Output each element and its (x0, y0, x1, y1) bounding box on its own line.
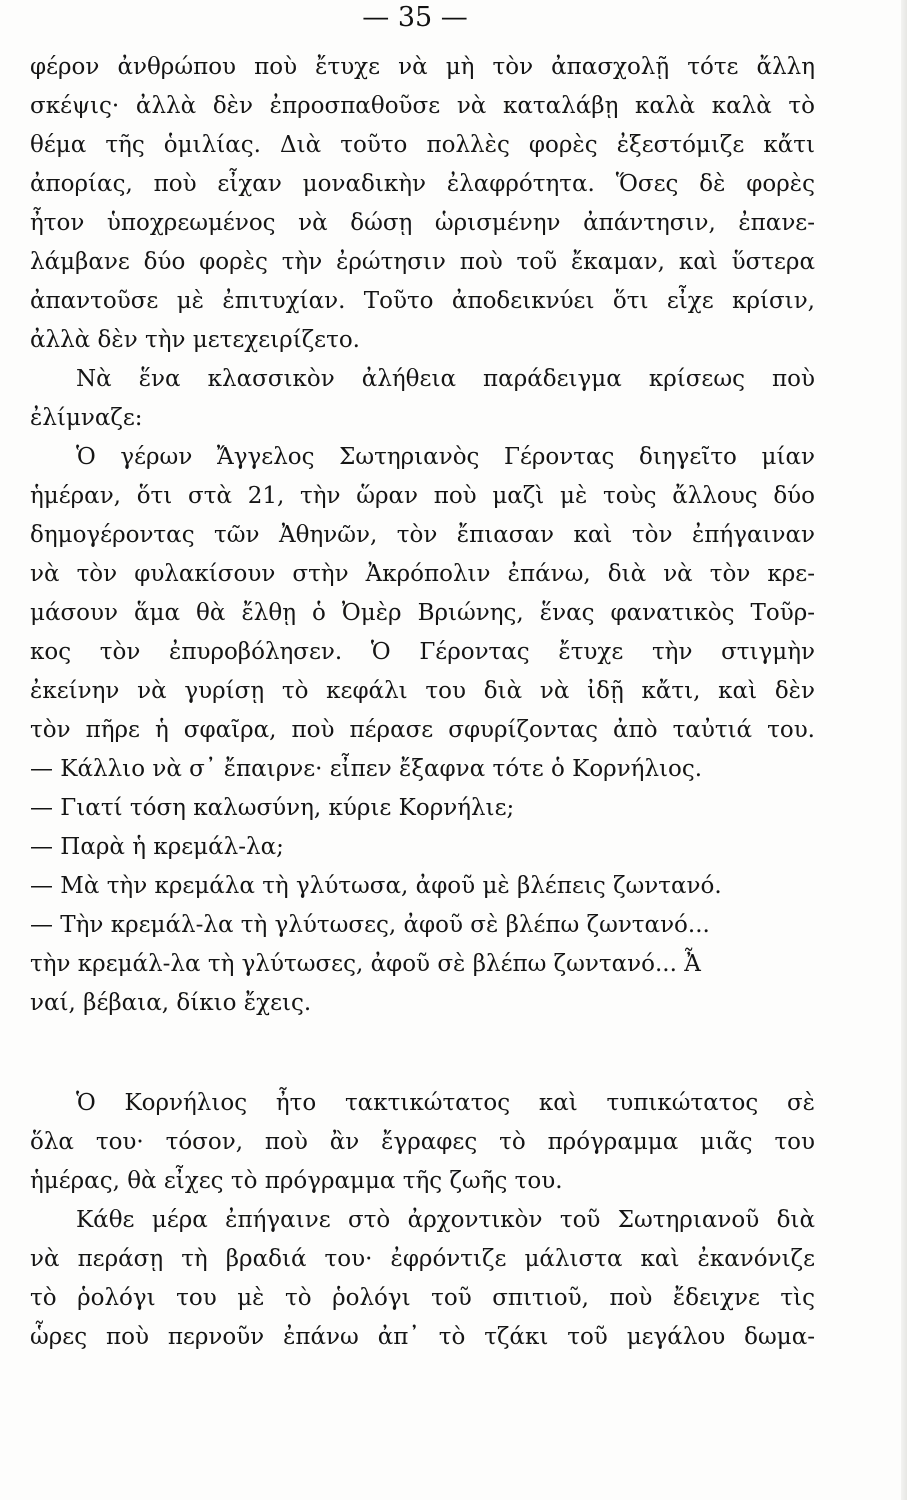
dialogue-line: ναί, βέβαια, δίκιο ἔχεις. (30, 990, 312, 1016)
text-line: ἀπορίας, ποὺ εἶχαν μοναδικὴν ἐλαφρότητα. Ὅσες δὲ φορὲς (30, 171, 815, 197)
text-line: θέμα τῆς ὁμιλίας. Διὰ τοῦτο πολλὲς φορὲς ἐξεστόμιζε κἄτι (30, 132, 815, 158)
text-line: Νὰ ἕνα κλασσικὸν ἀλήθεια παράδειγμα κρίσεως ποὺ (76, 366, 815, 392)
page-number: — 35 — (362, 2, 468, 33)
text-line: κος τὸν ἐπυροβόλησεν. Ὁ Γέροντας ἔτυχε τὴν στιγμὴν (30, 639, 815, 665)
text-line: σκέψις· ἀλλὰ δὲν ἐπροσπαθοῦσε νὰ καταλάβῃ καλὰ καλὰ τὸ (30, 93, 815, 119)
text-line: ὅλα του· τόσον, ποὺ ἂν ἔγραφες τὸ πρόγραμμα μιᾶς του (30, 1129, 815, 1155)
text-line: Ὁ Κορνήλιος ἦτο τακτικώτατος καὶ τυπικώτατος σὲ (76, 1090, 815, 1116)
dialogue-line: τὴν κρεμάλ-λα τὴ γλύτωσες, ἀφοῦ σὲ βλέπω ζωντανό... Ἆ (30, 951, 701, 977)
dialogue-line: — Μὰ τὴν κρεμάλα τὴ γλύτωσα, ἀφοῦ μὲ βλέπεις ζωντανό. (30, 873, 722, 899)
dialogue-line: — Τὴν κρεμάλ-λα τὴ γλύτωσες, ἀφοῦ σὲ βλέπω ζωντανό... (30, 912, 710, 938)
text-line: δημογέροντας τῶν Ἀθηνῶν, τὸν ἔπιασαν καὶ τὸν ἐπήγαιναν (30, 522, 815, 548)
text-line: Κάθε μέρα ἐπήγαινε στὸ ἀρχοντικὸν τοῦ Σωτηριανοῦ διὰ (76, 1207, 815, 1233)
text-line: ἀλλὰ δὲν τὴν μετεχειρίζετο. (30, 327, 360, 353)
text-line: ἀπαντοῦσε μὲ ἐπιτυχίαν. Τοῦτο ἀποδεικνύει ὅτι εἶχε κρίσιν, (30, 288, 815, 314)
text-line: τὸ ῥολόγι του μὲ τὸ ῥολόγι τοῦ σπιτιοῦ, ποὺ ἔδειχνε τὶς (30, 1285, 815, 1311)
text-line: ἦτον ὑποχρεωμένος νὰ δώσῃ ὡρισμένην ἀπάντησιν, ἐπανε- (30, 210, 815, 236)
dialogue-line: — Γιατί τόση καλωσύνη, κύριε Κορνήλιε; (30, 795, 515, 821)
text-line: τὸν πῆρε ἡ σφαῖρα, ποὺ πέρασε σφυρίζοντας ἀπὸ ταὐτιά του. (30, 717, 815, 743)
text-line: μάσουν ἅμα θὰ ἔλθῃ ὁ Ὀμὲρ Βριώνης, ἕνας φανατικὸς Τοῦρ- (30, 600, 815, 626)
text-line: ἐλίμναζε: (30, 405, 143, 431)
dialogue-line: — Παρὰ ἡ κρεμάλ-λα; (30, 834, 284, 860)
text-line: νὰ περάσῃ τὴ βραδιά του· ἐφρόντιζε μάλιστα καὶ ἐκανόνιζε (30, 1246, 815, 1272)
text-line: Ὁ γέρων Ἄγγελος Σωτηριανὸς Γέροντας διηγεῖτο μίαν (76, 444, 815, 470)
text-line: νὰ τὸν φυλακίσουν στὴν Ἀκρόπολιν ἐπάνω, διὰ νὰ τὸν κρε- (30, 561, 815, 587)
text-line: λάμβανε δύο φορὲς τὴν ἐρώτησιν ποὺ τοῦ ἔκαμαν, καὶ ὕστερα (30, 249, 815, 275)
text-line: φέρον ἀνθρώπου ποὺ ἔτυχε νὰ μὴ τὸν ἀπασχολῇ τότε ἄλλη (30, 54, 815, 80)
dialogue-line: — Κάλλιο νὰ σ᾽ ἔπαιρνε· εἶπεν ἔξαφνα τότε ὁ Κορνήλιος. (30, 756, 703, 782)
text-line: ὧρες ποὺ περνοῦν ἐπάνω ἀπ᾽ τὸ τζάκι τοῦ μεγάλου δωμα- (30, 1324, 815, 1350)
text-section-2 (30, 1084, 815, 1357)
page-edge (901, 0, 907, 1500)
text-line: ἐκείνην νὰ γυρίσῃ τὸ κεφάλι του διὰ νὰ ἰδῇ κἄτι, καὶ δὲν (30, 678, 815, 704)
text-line: ἡμέρας, θὰ εἶχες τὸ πρόγραμμα τῆς ζωῆς του. (30, 1168, 563, 1194)
text-line: ἡμέραν, ὅτι στὰ 21, τὴν ὥραν ποὺ μαζὶ μὲ τοὺς ἄλλους δύο (30, 483, 815, 509)
text-section-1 (30, 48, 815, 1023)
